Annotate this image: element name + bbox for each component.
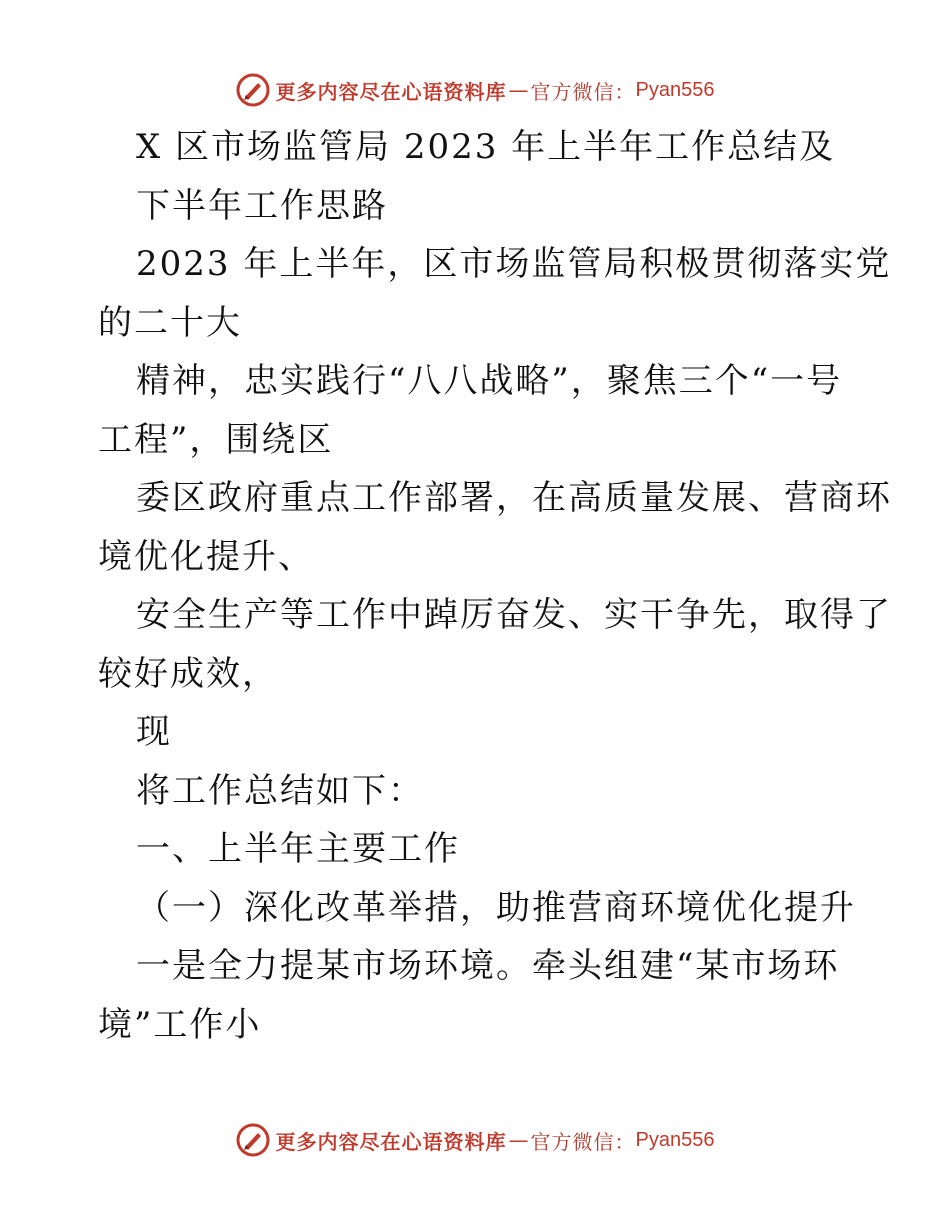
pen-logo-icon	[236, 1123, 270, 1157]
watermark-footer	[0, 1120, 950, 1160]
watermark-id: Pyan556	[635, 1128, 715, 1151]
doc-line: 2023 年上半年，区市场监管局积极贯彻落实党	[136, 244, 892, 284]
document-body	[98, 118, 892, 1054]
watermark-text: 更多内容尽在心语资料库	[275, 79, 507, 104]
watermark-contact: 官方微信：	[530, 1129, 636, 1154]
doc-line: 的二十大	[98, 302, 242, 343]
doc-line: 委区政府重点工作部署，在高质量发展、营商环	[136, 478, 892, 518]
doc-line: 精神，忠实践行“八八战略”，聚焦三个“一号	[136, 361, 843, 401]
doc-line: 一是全力提某市场环境。牵头组建“某市场环	[136, 946, 840, 986]
doc-line: 下半年工作思路	[136, 185, 388, 226]
doc-line: 境”工作小	[98, 1004, 262, 1045]
doc-line: 现	[136, 712, 172, 752]
doc-line: 安全生产等工作中踔厉奋发、实干争先，取得了	[136, 595, 892, 635]
watermark-contact: 官方微信：	[530, 79, 636, 104]
watermark-text: 更多内容尽在心语资料库	[275, 1129, 507, 1154]
doc-line: 较好成效，	[98, 653, 278, 694]
pen-logo-icon	[236, 73, 270, 107]
doc-line: 将工作总结如下：	[136, 770, 424, 811]
doc-line: （一）深化改革举措，助推营商环境优化提升	[136, 887, 856, 928]
watermark-id: Pyan556	[635, 78, 715, 101]
watermark-dash: —	[508, 1128, 529, 1152]
doc-line: X 区市场监管局 2023 年上半年工作总结及	[136, 127, 836, 167]
watermark-dash: —	[508, 78, 529, 102]
doc-line: 一、上半年主要工作	[136, 829, 460, 869]
watermark-header	[0, 70, 950, 110]
doc-line: 工程”，围绕区	[98, 419, 334, 460]
doc-line: 境优化提升、	[98, 536, 314, 577]
